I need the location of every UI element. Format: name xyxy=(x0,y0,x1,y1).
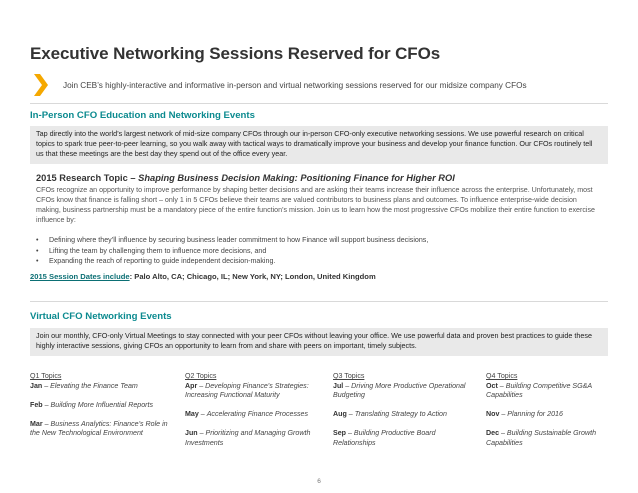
topic-title: Building More Influential Reports xyxy=(50,400,154,409)
in-person-heading: In-Person CFO Education and Networking Events xyxy=(30,110,255,121)
virtual-summary-box xyxy=(30,328,608,356)
divider xyxy=(30,301,608,302)
session-dates xyxy=(30,272,376,281)
topic-title: Driving More Productive Operational Budgeting xyxy=(333,381,466,399)
topic-item: Sep – Building Productive Board Relationships xyxy=(333,429,436,447)
research-topic-heading xyxy=(36,173,455,183)
topic-month: Jan xyxy=(30,381,43,390)
topic-title: Developing Finance’s Strategies: Increasing Functional Maturity xyxy=(185,381,309,399)
topic-title: Building Competitive SG&A Capabilities xyxy=(486,381,592,399)
topic-item: Oct – Building Competitive SG&A Capabilities xyxy=(486,381,592,399)
topic-item: Jun – Prioritizing and Managing Growth Investments xyxy=(185,429,311,447)
topic-item: Nov – Planning for 2016 xyxy=(486,410,563,418)
quarter-title: Q4 Topics xyxy=(486,372,518,380)
topic-title: Accelerating Finance Processes xyxy=(206,410,309,418)
topic-month: Feb xyxy=(30,400,43,409)
topic-item: Jul – Driving More Productive Operational Budgeting xyxy=(333,381,466,399)
topic-item: Dec – Building Sustainable Growth Capabilities xyxy=(486,429,597,447)
topic-month: Nov xyxy=(486,410,500,418)
in-person-summary-box xyxy=(30,126,608,164)
topic-month: Sep xyxy=(333,429,347,437)
research-topic-prefix: 2015 Research Topic – xyxy=(36,173,139,183)
page-title: Executive Networking Sessions Reserved for CFOs xyxy=(30,44,441,63)
topic-item: May – Accelerating Finance Processes xyxy=(185,410,309,418)
list-item: • Lifting the team by challenging them to influence more decisions, and xyxy=(36,246,601,257)
q1-topics-column xyxy=(30,372,170,439)
divider xyxy=(30,103,608,104)
in-person-summary-text: Tap directly into the world’s largest network of mid-size company CFOs through our in-person CFO-only executive networking sessions. We use powerful research on critical topics to spark true peer-to-peer learning, so you walk away with tactical ways to dramatically improve your business and develop your finance function. Our CFOs routinely tell us that these meetings are the best day they spend out of the office every year. xyxy=(36,129,593,158)
topic-title: Building Sustainable Growth Capabilities xyxy=(486,429,597,447)
virtual-heading: Virtual CFO Networking Events xyxy=(30,311,172,322)
q4-topics-column xyxy=(486,372,608,448)
influence-bullet-list xyxy=(36,235,601,267)
q3-topics-column xyxy=(333,372,473,448)
topic-title: Business Analytics: Finance’s Role in the New Technological Environment xyxy=(30,419,168,437)
topic-month: Mar xyxy=(30,419,43,428)
topic-item: Feb – Building More Influential Reports xyxy=(30,400,154,409)
session-dates-value: : Palo Alto, CA; Chicago, IL; New York, NY; London, United Kingdom xyxy=(129,272,376,281)
topic-item: Aug – Translating Strategy to Action xyxy=(333,410,447,418)
page-subtitle: Join CEB’s highly-interactive and informative in-person and virtual networking sessions reserved for our midsize company CFOs xyxy=(63,81,527,90)
virtual-summary-text: Join our monthly, CFO-only Virtual Meetings to stay connected with your peer CFOs without leaving your office. We use powerful data and proven best practices to guide these highly interactive sessions, giving CFOs an opportunity to learn from and share with peers on important, timely subjects. xyxy=(36,331,592,350)
topic-month: Dec xyxy=(486,429,500,437)
topic-month: May xyxy=(185,410,199,418)
topic-title: Building Productive Board Relationships xyxy=(333,429,436,447)
research-topic-title: Shaping Business Decision Making: Positioning Finance for Higher ROI xyxy=(138,173,455,183)
quarter-title: Q3 Topics xyxy=(333,372,365,380)
quarter-title: Q1 Topics xyxy=(30,372,62,380)
list-item: • Defining where they’ll influence by securing business leader commitment to how Finance will support business decisions, xyxy=(36,235,601,246)
topic-title: Prioritizing and Managing Growth Investments xyxy=(185,429,311,447)
topic-item: Jan – Elevating the Finance Team xyxy=(30,381,138,390)
topic-item: Apr – Developing Finance’s Strategies: Increasing Functional Maturity xyxy=(185,381,309,399)
topic-title: Planning for 2016 xyxy=(507,410,563,418)
topic-title: Elevating the Finance Team xyxy=(50,381,138,390)
page-number: 6 xyxy=(317,478,321,485)
chevron-right-icon xyxy=(34,74,48,96)
topic-month: Apr xyxy=(185,381,198,390)
topic-month: Aug xyxy=(333,410,347,418)
research-topic-body: CFOs recognize an opportunity to improve performance by shaping better decisions and are asking their teams increase their influence across the enterprise. Unfortunately, most CFOs know that finance is falling short – only 1 in 5 CFOs believe their teams are valued contributors to business plans and outcomes. To influence enterprise-wide decision making, business partnership must be a mandatory piece of the entire function’s mission. Join us to learn how the most progressive CFOs mobilize their entire function to exercise influence by: xyxy=(36,186,595,224)
quarter-title: Q2 Topics xyxy=(185,372,217,380)
topic-month: Jul xyxy=(333,381,344,390)
list-item: • Expanding the reach of reporting to guide independent decision-making. xyxy=(36,256,601,267)
session-dates-label: 2015 Session Dates include xyxy=(30,272,130,281)
topic-month: Jun xyxy=(185,429,198,437)
topic-title: Translating Strategy to Action xyxy=(354,410,447,418)
topic-item: Mar – Business Analytics: Finance’s Role in the New Technological Environment xyxy=(30,419,168,437)
q2-topics-column xyxy=(185,372,325,448)
topic-month: Oct xyxy=(486,381,498,390)
